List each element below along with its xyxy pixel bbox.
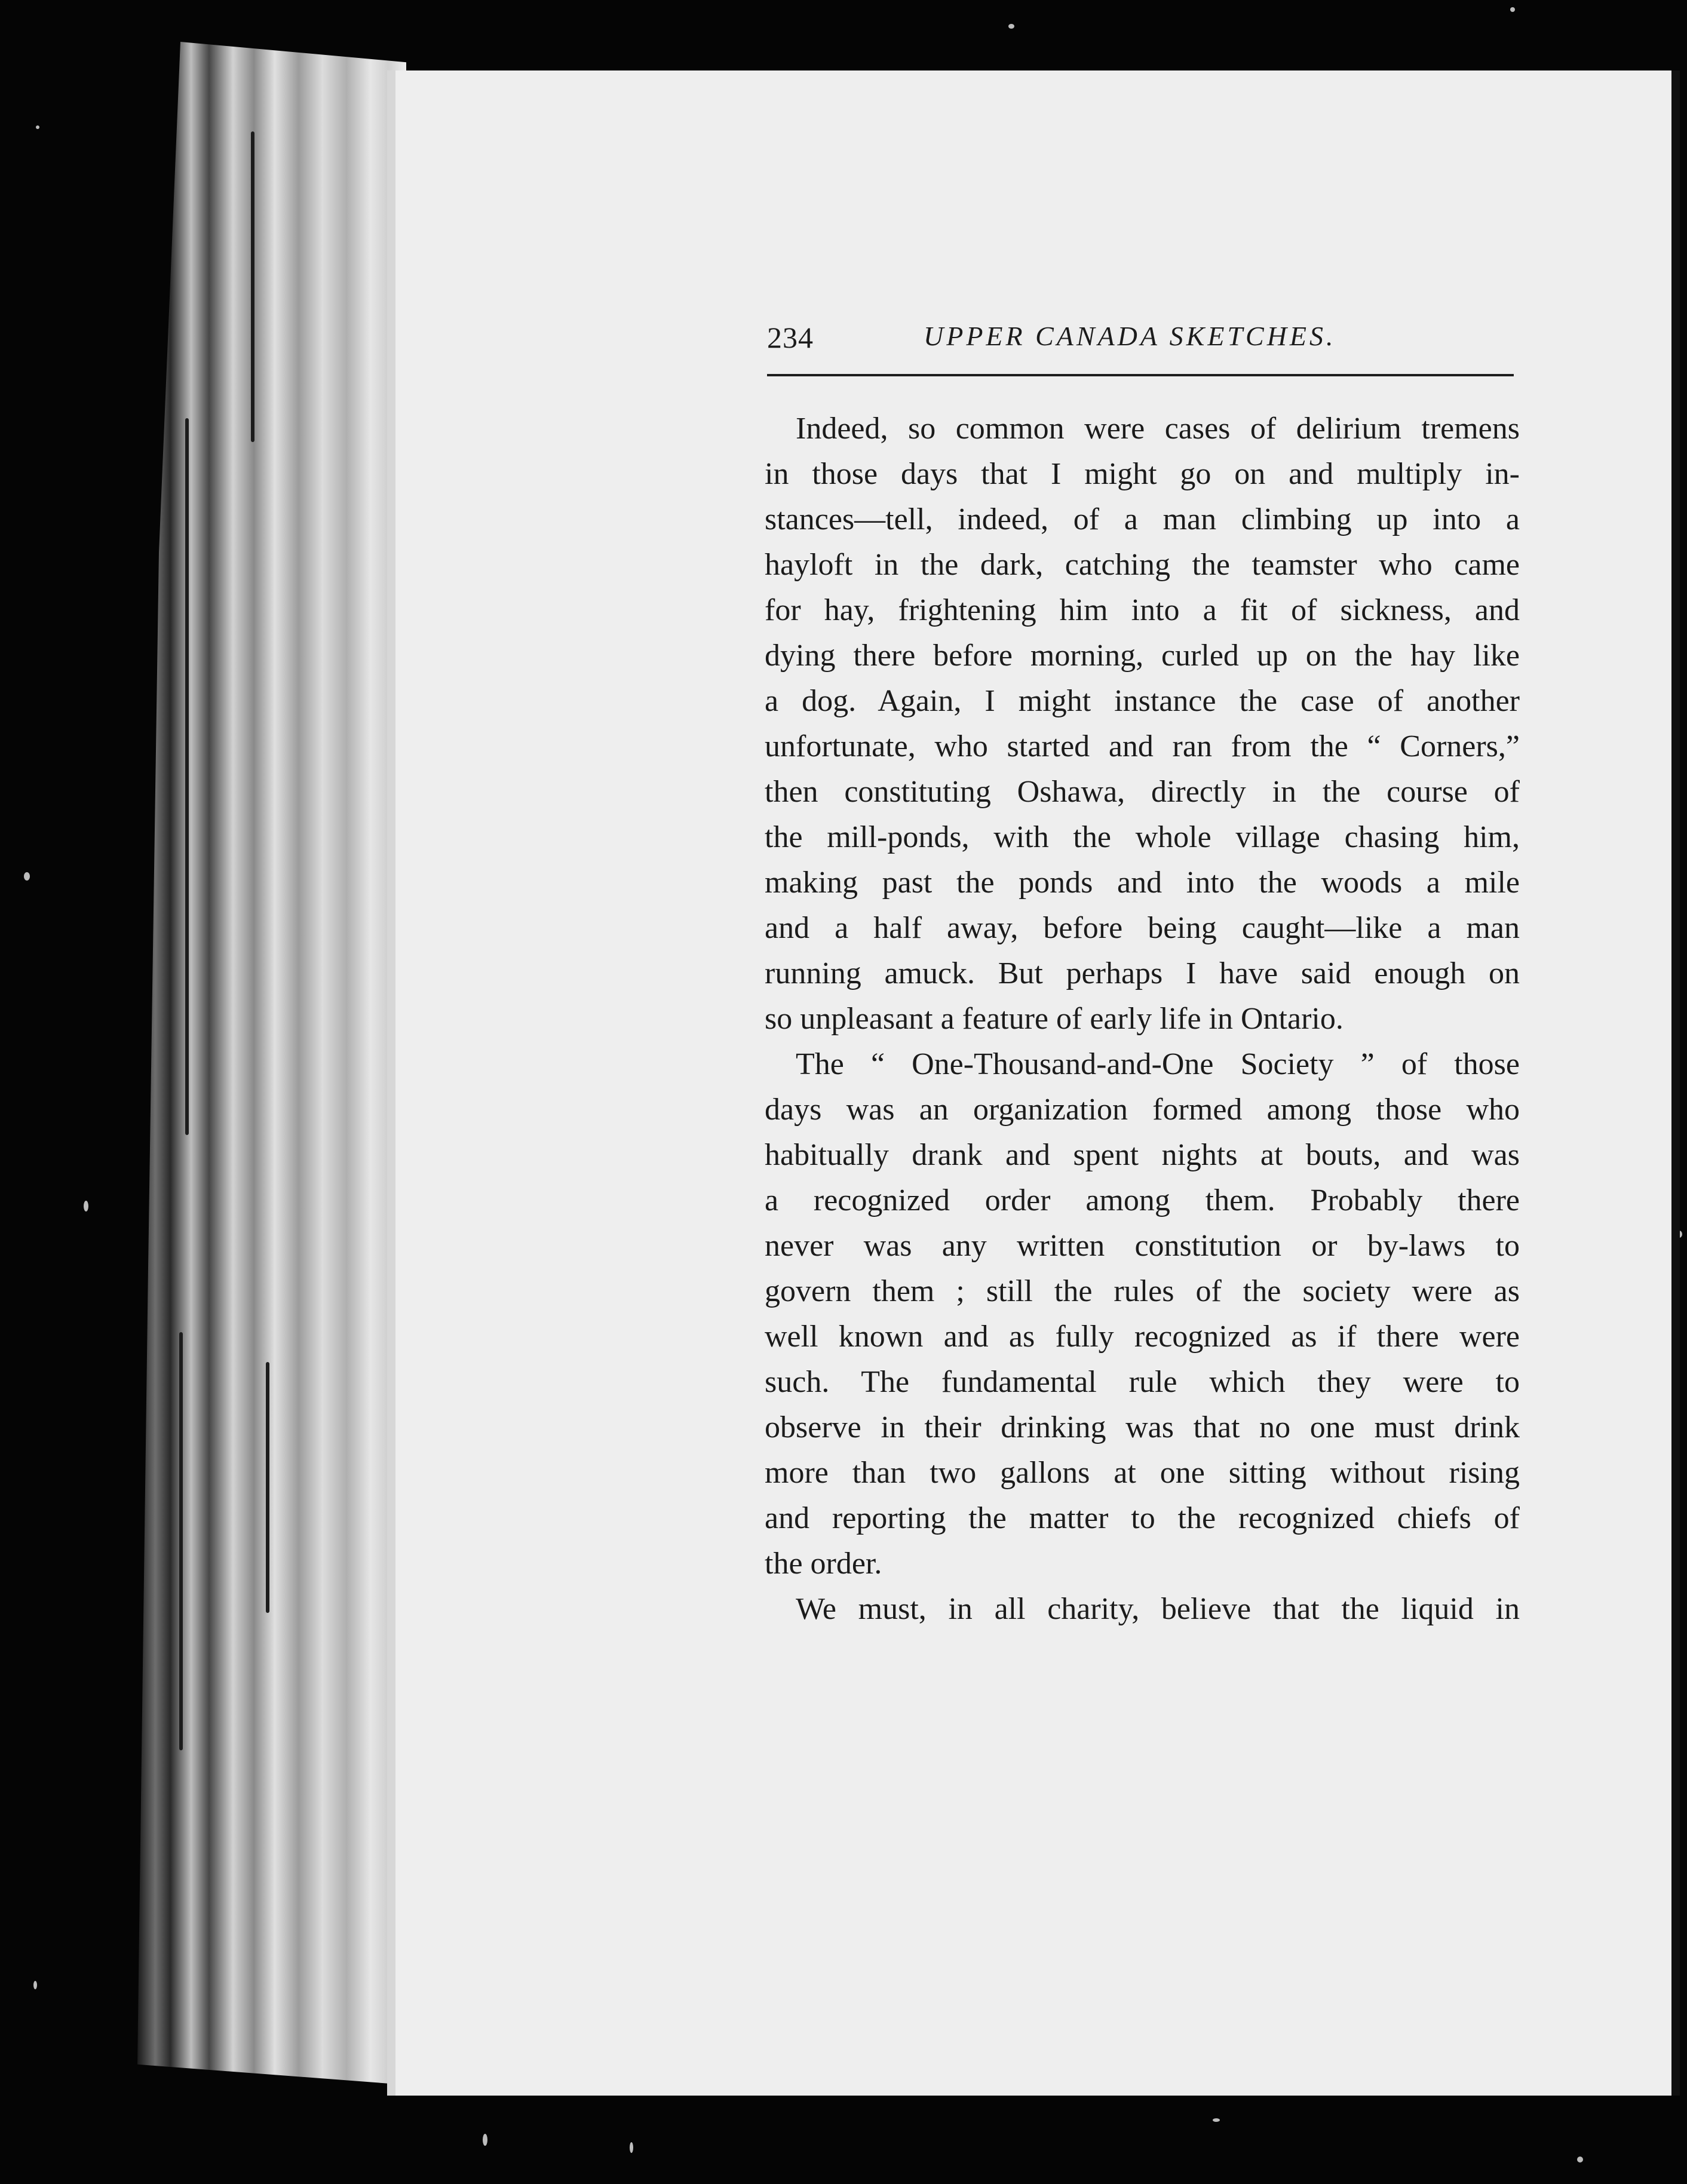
dust-speck — [84, 1201, 88, 1211]
text-line: observe in their drinking was that no one must drink — [765, 1410, 1520, 1444]
page-number: 234 — [767, 321, 814, 354]
text-line: Indeed, so common were cases of delirium tremens — [796, 412, 1520, 446]
text-line: the order. — [765, 1547, 882, 1581]
text-line: a dog. Again, I might instance the case of another — [765, 684, 1520, 718]
text-line: and a half away, before being caught—like a man — [765, 911, 1520, 945]
text-line: a recognized order among them. Probably there — [765, 1183, 1520, 1217]
text-line: the mill-ponds, with the whole village chasing him, — [765, 820, 1520, 854]
text-line: dying there before morning, curled up on the hay like — [765, 639, 1520, 673]
text-line: such. The fundamental rule which they were to — [765, 1365, 1520, 1399]
text-line: never was any written constitution or by-laws to — [765, 1229, 1520, 1263]
dust-speck — [1510, 7, 1515, 12]
dust-speck — [630, 2142, 633, 2153]
text-line: so unpleasant a feature of early life in Ontario. — [765, 1002, 1344, 1036]
dust-speck — [1008, 24, 1014, 29]
running-title: UPPER CANADA SKETCHES. — [924, 321, 1336, 351]
page-edge-shadow — [266, 1362, 269, 1613]
text-line: well known and as fully recognized as if there were — [765, 1320, 1520, 1354]
text-line: running amuck. But perhaps I have said enough on — [765, 956, 1520, 990]
book-page-edges — [137, 42, 406, 2085]
dust-speck — [483, 2134, 487, 2146]
page-edge-shadow — [251, 131, 254, 442]
text-line: We must, in all charity, believe that the liquid in — [796, 1592, 1520, 1626]
text-line: days was an organization formed among those who — [765, 1093, 1520, 1127]
dust-speck — [1213, 2118, 1220, 2122]
page-header — [767, 320, 1514, 376]
text-line: for hay, frightening him into a fit of sickness, and — [765, 593, 1520, 627]
text-line: then constituting Oshawa, directly in the course of — [765, 775, 1520, 809]
text-line: and reporting the matter to the recognized chiefs of — [765, 1501, 1520, 1535]
dust-speck — [24, 872, 30, 881]
body-text — [765, 406, 1520, 1632]
page-edge-shadow — [179, 1332, 183, 1750]
dust-speck — [36, 125, 39, 129]
text-line: making past the ponds and into the woods a mile — [765, 866, 1520, 900]
dust-speck — [1577, 2157, 1583, 2162]
text-line: habitually drank and spent nights at bouts, and was — [765, 1138, 1520, 1172]
page-edge-shadow — [185, 418, 189, 1135]
text-line: The “ One-Thousand-and-One Society ” of those — [796, 1047, 1520, 1081]
text-line: unfortunate, who started and ran from the “ Corners,” — [765, 729, 1520, 763]
text-line: hayloft in the dark, catching the teamster who came — [765, 548, 1520, 582]
text-line: stances—tell, indeed, of a man climbing up into a — [765, 502, 1520, 536]
text-line: in those days that I might go on and multiply in- — [765, 457, 1520, 491]
text-line: more than two gallons at one sitting without rising — [765, 1456, 1520, 1490]
dust-speck — [33, 1981, 37, 1989]
text-line: govern them ; still the rules of the society were as — [765, 1274, 1520, 1308]
